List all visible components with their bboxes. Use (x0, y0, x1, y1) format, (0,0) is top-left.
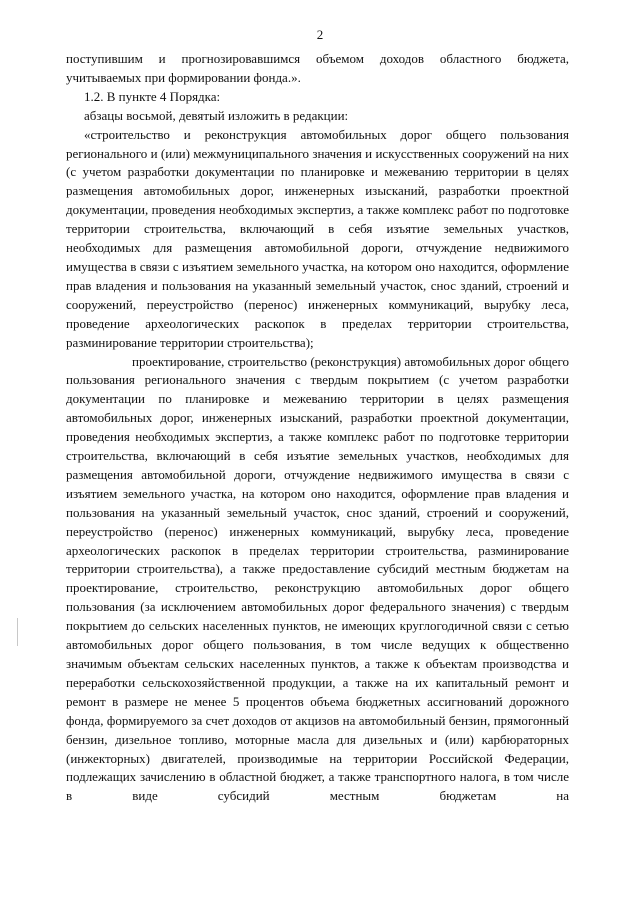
paragraph-instruction: абзацы восьмой, девятый изложить в редакции: (84, 107, 349, 123)
page-number: 2 (316, 27, 324, 42)
paragraph-quoted-construction: «строительство и реконструкция автомобильных дорог общего пользования регионального и (или) межмуниципального значения и искусственных сооружений на них (с учетом разработки документации по планировке и межеванию территории в целях размещения автомобильных дорог, инженерных изысканий, разработки проектной документации, проведения необходимых экспертиз, а также комплекс работ по подготовке территории строительства, включающий в себя изъятие земельных участков, необходимых для размещения автомобильной дороги, отчуждение недвижимого имущества в связи с изъятием земельного участка, на котором оно находится, оформление прав владения и пользования на указанный земельный участок, снос зданий, строений и сооружений, переустройство (перенос) инженерных коммуникаций, вырубку леса, проведение археологических раскопок в пределах территории строительства, разминирование территории строительства); (66, 126, 569, 350)
margin-mark (17, 618, 18, 646)
document-body (66, 50, 569, 806)
paragraph-continuation: поступившим и прогнозировавшимся объемом доходов областного бюджета, учитываемых при формировании фонда.». (66, 51, 569, 85)
paragraph-item-heading: 1.2. В пункте 4 Порядка: (84, 88, 221, 104)
paragraph-design-construction: проектирование, строительство (реконструкция) автомобильных дорог общего пользования регионального значения с твердым покрытием (с учетом разработки документации по планировке и межеванию территории в целях размещения автомобильных дорог, инженерных изысканий, разработки проектной документации, проведения необходимых экспертиз, а также комплекс работ по подготовке территории строительства, включающий в себя изъятие земельных участков, необходимых для размещения автомобильной дороги, отчуждение недвижимого имущества в связи с изъятием земельного участка, на котором оно находится, оформление прав владения и пользования на указанный земельный участок, снос зданий, строений и сооружений, переустройство (перенос) инженерных коммуникаций, вырубку леса, проведение археологических раскопок в пределах территории строительства, разминирование территории строительства), а также предоставление субсидий местным бюджетам на проектирование, строительство, реконструкцию автомобильных дорог общего пользования (за исключением автомобильных дорог федерального значения) с твердым покрытием до сельских населенных пунктов, не имеющих круглогодичной связи с сетью автомобильных дорог общего пользования, в том числе ведущих к общественно значимым объектам сельских населенных пунктов, а также к объектам производства и переработки сельскохозяйственной продукции, а также на их капитальный ремонт и ремонт в размере не менее 5 процентов объема бюджетных ассигнований дорожного фонда, формируемого за счет доходов от акцизов на автомобильный бензин, прямогонный бензин, дизельное топливо, моторные масла для дизельных и (или) карбюраторных (инжекторных) двигателей, производимые на территории Российской Федерации, подлежащих зачислению в областной бюджет, а также транспортного налога, в том числе в виде субсидий местным бюджетам на (66, 353, 569, 804)
